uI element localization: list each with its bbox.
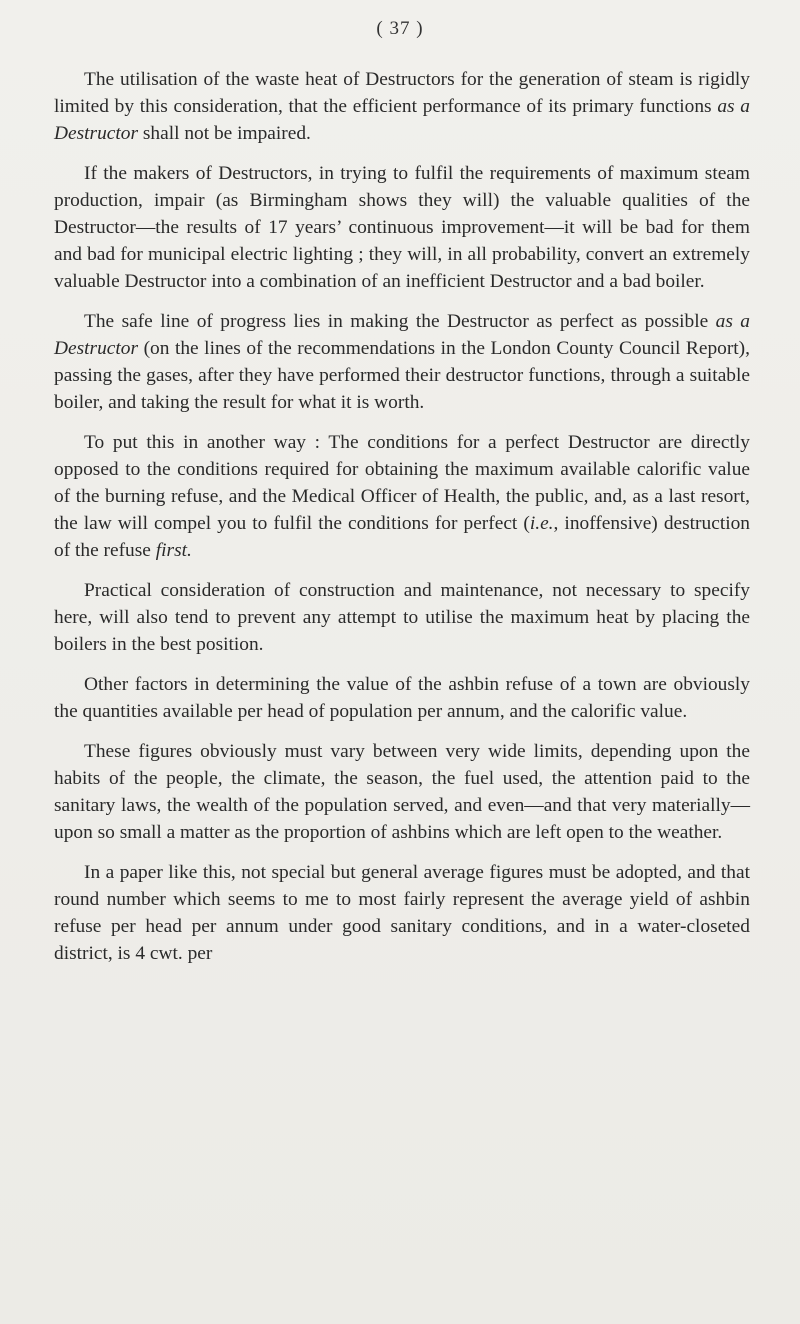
paragraph [54, 429, 750, 564]
italic-text: first. [155, 540, 192, 561]
text-run: To put this in another way : The conditions for a perfect Destructor are directly opposed to the conditions required for obtaining the maximum available calorific value of the burning refuse, and the Medical Officer of Health, the public, and, as a last resort, the law will compel you to fulfil the conditions for perfect ( [54, 432, 750, 534]
paragraph [54, 859, 750, 967]
text-run: Practical consideration of construction and maintenance, not necessary to specify here, will also tend to prevent any attempt to utilise the maximum heat by placing the boilers in the best position. [54, 580, 750, 655]
text-run: In a paper like this, not special but general average figures must be adopted, and that round number which seems to me to most fairly represent the average yield of ashbin refuse per head per annum under good sanitary conditions, and in a water-closeted district, is 4 cwt. per [54, 862, 750, 964]
text-run: The utilisation of the waste heat of Destructors for the generation of steam is rigidly limited by this consideration, that the efficient performance of its primary functions [54, 69, 750, 117]
text-run: (on the lines of the recommendations in the London County Council Report), passing the gases, after they have performed their destructor functions, through a suitable boiler, and taking the result for what it is worth. [54, 338, 750, 413]
paragraph [54, 308, 750, 416]
paragraph [54, 738, 750, 846]
text-run: The safe line of progress lies in making the Destructor as perfect as possible [84, 311, 716, 332]
italic-text: as a Destructor [54, 311, 750, 359]
text-run: If the makers of Destructors, in trying to fulfil the requirements of maximum steam production, impair (as Birmingham shows they will) the valuable qualities of the Destructor—the results of 17 years’ continuous improvement—it will be bad for them and bad for municipal electric lighting ; they will, in all probability, convert an extremely valuable Destructor into a combination of an inefficient Destructor and a bad boiler. [54, 163, 750, 292]
italic-text: as a Destructor [54, 96, 750, 144]
text-run: Other factors in determining the value of the ashbin refuse of a town are obviously the quantities available per head of population per annum, and the calorific value. [54, 674, 750, 722]
page-number: ( 37 ) [376, 18, 424, 39]
paragraph [54, 160, 750, 295]
italic-text: i.e. [529, 513, 554, 534]
text-run: These figures obviously must vary between very wide limits, depending upon the habits of the people, the climate, the season, the fuel used, the attention paid to the sanitary laws, the wealth of the population served, and even—and that very materially—upon so small a matter as the proportion of ashbins which are left open to the weather. [54, 741, 750, 843]
paragraph [54, 671, 750, 725]
text-run: , inoffensive) destruction of the refuse [54, 513, 750, 561]
paragraph [54, 66, 750, 147]
body-text [54, 66, 750, 967]
paragraph [54, 577, 750, 658]
text-run: shall not be impaired. [138, 123, 311, 144]
